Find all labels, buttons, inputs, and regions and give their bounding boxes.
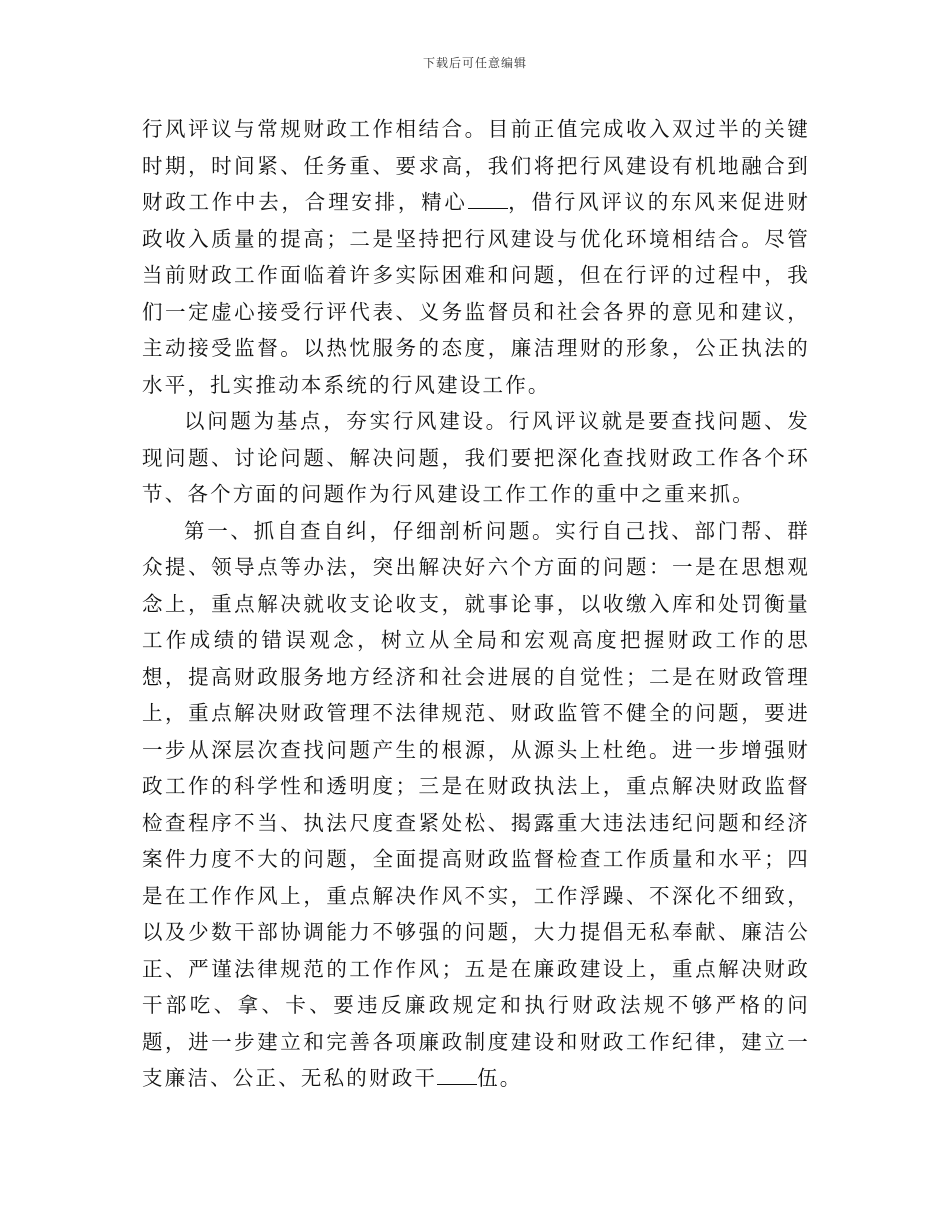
paragraph-3-text-after-blank: 伍。 — [477, 1066, 523, 1090]
paragraph-1-text-after-blank: ，借行风评议的东风来促进财政收入质量的提高；二是坚持把行风建设与优化环境相结合。尽管当前财政工作面临着许多实际困难和问题，但在行评的过程中，我们一定虚心接受行评代表、义务监督员和社会各界的意见和建议，主动接受监督。以热忱服务的态度，廉洁理财的形象，公正执法的水平，扎实推动本系统的行风建设工作。 — [142, 190, 810, 397]
paragraph-3 — [142, 513, 810, 1097]
paragraph-3-text-before-blank: 第一、抓自查自纠，仔细剖析问题。实行自己找、部门帮、群众提、领导点等办法，突出解决好六个方面的问题：一是在思想观念上，重点解决就收支论收支，就事论事，以收缴入库和处罚衡量工作成绩的错误观念，树立从全局和宏观高度把握财政工作的思想，提高财政服务地方经济和社会进展的自觉性；二是在财政管理上，重点解决财政管理不法律规范、财政监管不健全的问题，要进一步从深层次查找问题产生的根源，从源头上杜绝。进一步增强财政工作的科学性和透明度；三是在财政执法上，重点解决财政监督检查程序不当、执法尺度查紧处松、揭露重大违法违纪问题和经济案件力度不大的问题，全面提高财政监督检查工作质量和水平；四是在工作作风上，重点解决作风不实，工作浮躁、不深化不细致，以及少数干部协调能力不够强的问题，大力提倡无私奉献、廉洁公正、严谨法律规范的工作作风；五是在廉政建设上，重点解决财政干部吃、拿、卡、要违反廉政规定和执行财政法规不够严格的问题，进一步建立和完善各项廉政制度建设和财政工作纪律，建立一支廉洁、公正、无私的财政干 — [142, 518, 810, 1090]
paragraph-1 — [142, 111, 810, 403]
page-header: 下载后可任意编辑 — [422, 56, 527, 70]
paragraph-1-text-before-blank: 行风评议与常规财政工作相结合。目前正值完成收入双过半的关键时期，时间紧、任务重、要求高，我们将把行风建设有机地融合到财政工作中去，合理安排，精心 — [142, 117, 810, 214]
fill-in-blank — [468, 190, 508, 209]
paragraph-2: 以问题为基点，夯实行风建设。行风评议就是要查找问题、发现问题、讨论问题、解决问题，我们要把深化查找财政工作各个环节、各个方面的问题作为行风建设工作工作的重中之重来抓。 — [142, 409, 810, 506]
document-body — [142, 111, 810, 1097]
fill-in-blank — [437, 1066, 477, 1085]
